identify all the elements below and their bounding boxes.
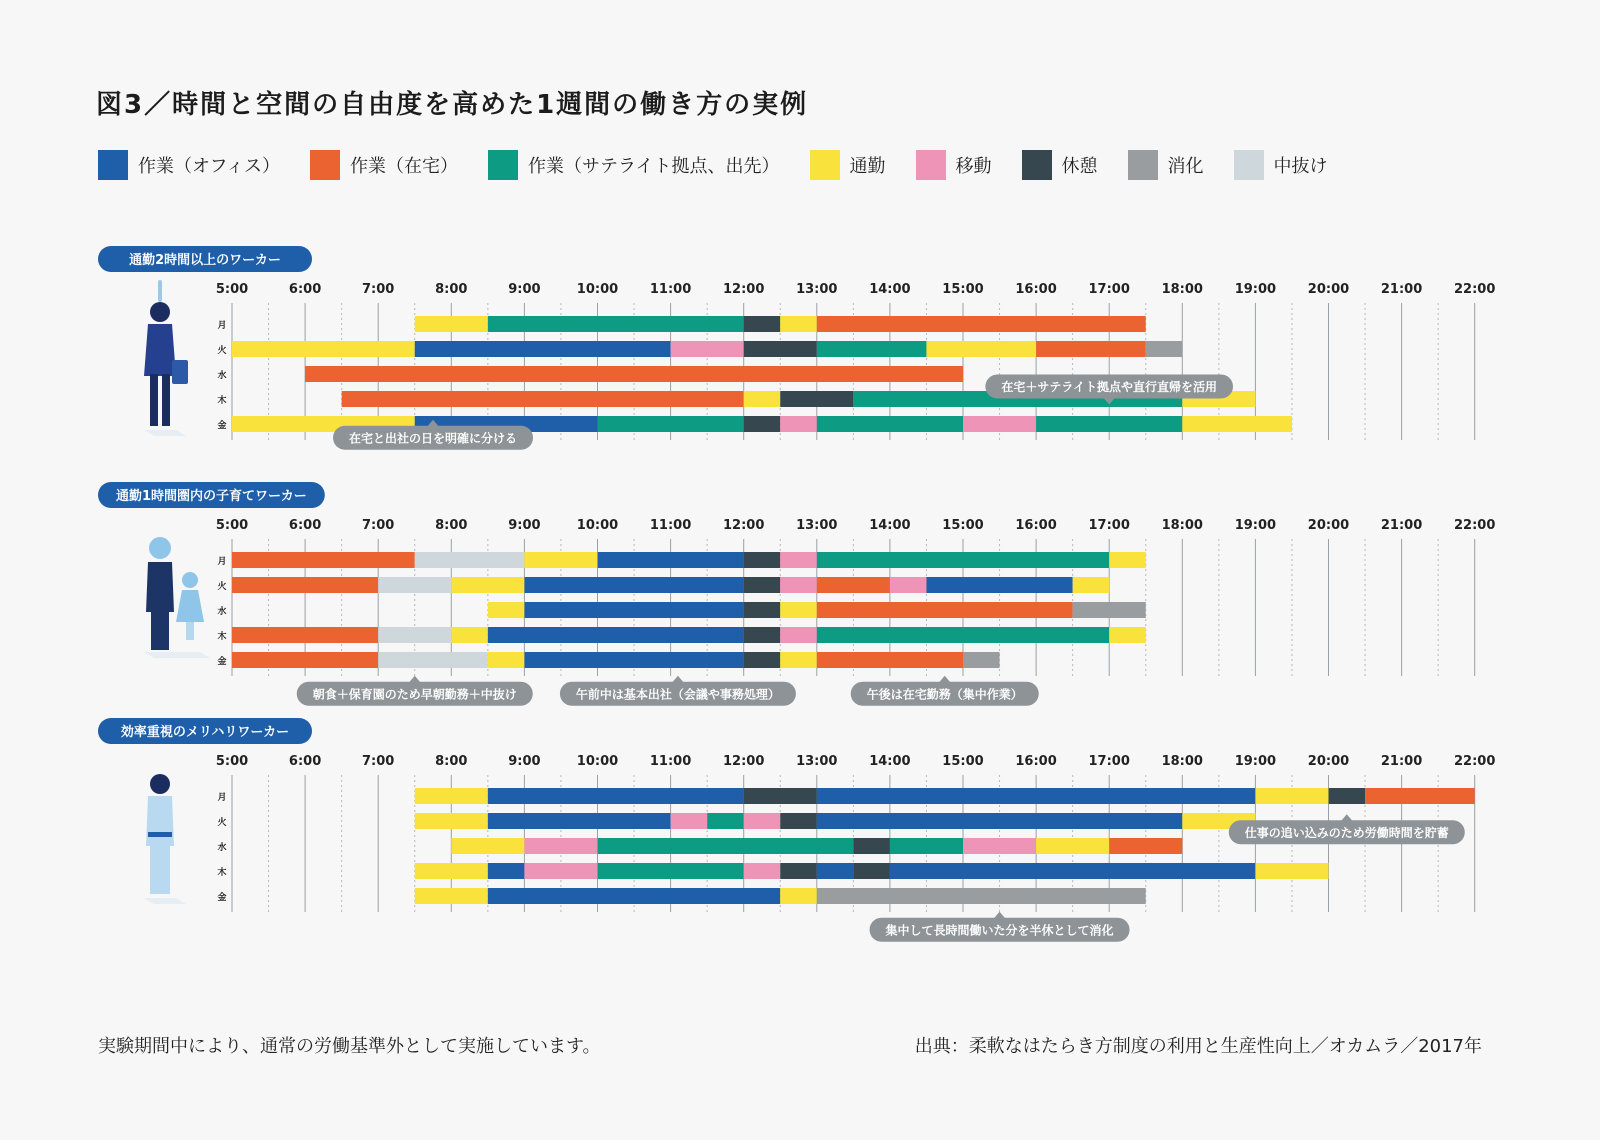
schedule-bar xyxy=(415,316,488,332)
schedule-bar xyxy=(524,863,597,879)
head xyxy=(150,302,170,322)
hour-tick-label: 12:00 xyxy=(723,282,765,297)
schedule-bar xyxy=(451,627,488,643)
schedule-bar xyxy=(780,863,817,879)
schedule-bar xyxy=(707,813,744,829)
schedule-bar xyxy=(780,577,817,593)
hour-tick-label: 15:00 xyxy=(942,754,984,769)
belt xyxy=(148,832,172,837)
hour-tick-label: 12:00 xyxy=(723,518,765,533)
schedule-bar xyxy=(1036,838,1109,854)
hour-tick-label: 16:00 xyxy=(1015,754,1057,769)
schedule-bar xyxy=(232,652,378,668)
annotation-pointer xyxy=(994,912,1006,919)
schedule-bar xyxy=(1073,602,1146,618)
day-label: 水 xyxy=(217,607,227,617)
schedule-bar xyxy=(744,813,781,829)
schedule-bar xyxy=(744,627,781,643)
schedule-bar xyxy=(342,391,744,407)
strap xyxy=(158,280,162,302)
schedule-bar xyxy=(378,577,451,593)
schedule-bar xyxy=(780,391,853,407)
schedule-bar xyxy=(415,863,488,879)
hour-tick-label: 8:00 xyxy=(435,518,468,533)
schedule-bar xyxy=(853,863,890,879)
timeline-panel-1 xyxy=(98,246,1495,450)
schedule-bar xyxy=(524,577,743,593)
schedule-bar xyxy=(780,813,817,829)
annotation-text: 仕事の追い込みのため労働時間を貯蓄 xyxy=(1244,825,1449,840)
schedule-bar xyxy=(817,888,1146,904)
hour-tick-label: 6:00 xyxy=(288,282,322,297)
schedule-bar xyxy=(744,341,817,357)
schedule-bar xyxy=(1073,577,1110,593)
source-note: 出典：柔軟なはたらき方制度の利用と生産性向上／オカムラ／2017年 xyxy=(914,1036,1482,1057)
schedule-bar xyxy=(232,552,415,568)
hour-tick-label: 18:00 xyxy=(1161,518,1203,533)
hour-tick-label: 14:00 xyxy=(869,518,911,533)
hour-tick-label: 14:00 xyxy=(869,754,911,769)
annotation-text: 午前中は基本出社（会議や事務処理） xyxy=(575,687,780,702)
schedule-bar xyxy=(780,416,817,432)
panel-title: 通勤2時間以上のワーカー xyxy=(129,253,281,268)
day-label: 水 xyxy=(217,371,227,381)
day-label: 火 xyxy=(217,818,227,828)
legs xyxy=(151,610,169,650)
hour-tick-label: 16:00 xyxy=(1015,518,1057,533)
schedule-bar xyxy=(817,652,963,668)
schedule-bar xyxy=(817,316,1146,332)
schedule-bar xyxy=(378,652,488,668)
legend-label: 作業（在宅） xyxy=(350,156,459,177)
schedule-bar xyxy=(744,863,781,879)
schedule-bar xyxy=(963,838,1036,854)
figure-shadow xyxy=(144,430,186,436)
schedule-bar xyxy=(1182,416,1292,432)
schedule-bar xyxy=(890,863,1256,879)
schedule-bar xyxy=(598,863,744,879)
legend-label: 消化 xyxy=(1167,156,1204,177)
hour-tick-label: 8:00 xyxy=(435,282,468,297)
timeline-panel-3 xyxy=(98,718,1495,942)
schedule-bar xyxy=(232,577,378,593)
body xyxy=(146,562,174,612)
schedule-bar xyxy=(305,366,963,382)
schedule-bar xyxy=(378,627,451,643)
schedule-bar xyxy=(524,838,597,854)
schedule-bar xyxy=(744,391,781,407)
day-label: 水 xyxy=(217,843,227,853)
schedule-bar xyxy=(853,838,890,854)
hour-tick-label: 10:00 xyxy=(576,754,619,769)
schedule-bar xyxy=(817,788,1256,804)
schedule-bar xyxy=(671,813,708,829)
schedule-bar xyxy=(963,416,1036,432)
hour-tick-label: 18:00 xyxy=(1161,282,1203,297)
hour-tick-label: 10:00 xyxy=(576,518,619,533)
hour-tick-label: 17:00 xyxy=(1088,754,1130,769)
hour-tick-label: 15:00 xyxy=(942,282,984,297)
annotation-text: 集中して長時間働いた分を半休として消化 xyxy=(885,923,1114,938)
leg xyxy=(162,374,170,426)
schedule-bar xyxy=(1109,552,1146,568)
hour-tick-label: 11:00 xyxy=(649,754,692,769)
annotation-text: 朝食＋保育園のため早朝勤務＋中抜け xyxy=(312,687,517,702)
schedule-bar xyxy=(744,602,781,618)
figure-shadow xyxy=(144,652,210,658)
hour-tick-label: 20:00 xyxy=(1307,518,1350,533)
hour-tick-label: 5:00 xyxy=(215,754,249,769)
schedule-bar xyxy=(488,863,525,879)
hour-tick-label: 7:00 xyxy=(362,282,395,297)
legend-label: 中抜け xyxy=(1273,156,1328,177)
footnote: 実験期間中により、通常の労働基準外として実施しています。 xyxy=(98,1036,601,1057)
schedule-bar xyxy=(598,552,744,568)
annotation-pointer xyxy=(1341,814,1353,821)
schedule-bar xyxy=(1329,788,1366,804)
hour-tick-label: 17:00 xyxy=(1088,282,1130,297)
schedule-bar xyxy=(780,652,817,668)
schedule-bar xyxy=(817,627,1109,643)
hour-tick-label: 5:00 xyxy=(215,282,249,297)
hour-tick-label: 19:00 xyxy=(1234,282,1277,297)
schedule-bar xyxy=(890,577,927,593)
schedule-bar xyxy=(744,316,781,332)
hour-tick-label: 20:00 xyxy=(1307,282,1350,297)
schedule-bar xyxy=(524,602,743,618)
hour-tick-label: 22:00 xyxy=(1454,282,1496,297)
annotation-pointer xyxy=(939,676,951,683)
day-label: 金 xyxy=(217,421,227,431)
hour-tick-label: 8:00 xyxy=(435,754,468,769)
hour-tick-label: 10:00 xyxy=(576,282,619,297)
schedule-bar xyxy=(598,838,854,854)
schedule-bar xyxy=(926,577,1072,593)
schedule-bar xyxy=(1036,416,1182,432)
child-head xyxy=(182,572,198,588)
schedule-bar xyxy=(598,416,744,432)
schedule-bar xyxy=(817,863,854,879)
annotation-pointer xyxy=(409,676,421,683)
legend-label: 移動 xyxy=(955,156,992,177)
hour-tick-label: 13:00 xyxy=(796,518,838,533)
legend-label: 通勤 xyxy=(849,156,886,177)
hour-tick-label: 21:00 xyxy=(1380,754,1423,769)
hour-tick-label: 11:00 xyxy=(649,518,692,533)
schedule-bar xyxy=(488,316,744,332)
schedule-bar xyxy=(488,602,525,618)
schedule-bar xyxy=(744,552,781,568)
hour-tick-label: 6:00 xyxy=(288,518,322,533)
panel-title: 効率重視のメリハリワーカー xyxy=(120,725,290,740)
schedule-bar xyxy=(780,316,817,332)
schedule-bar xyxy=(451,577,524,593)
schedule-bar xyxy=(1036,341,1146,357)
head xyxy=(149,537,171,559)
day-label: 火 xyxy=(217,582,227,592)
day-label: 木 xyxy=(217,396,227,406)
hour-tick-label: 17:00 xyxy=(1088,518,1130,533)
hour-tick-label: 7:00 xyxy=(362,518,395,533)
day-label: 月 xyxy=(217,793,227,803)
schedule-bar xyxy=(1109,838,1182,854)
schedule-bar xyxy=(671,341,744,357)
schedule-bar xyxy=(524,552,597,568)
hour-tick-label: 12:00 xyxy=(723,754,765,769)
schedule-bar xyxy=(780,627,817,643)
day-label: 火 xyxy=(217,346,227,356)
hour-tick-label: 19:00 xyxy=(1234,518,1277,533)
hour-tick-label: 21:00 xyxy=(1380,518,1423,533)
schedule-bar xyxy=(744,788,817,804)
hour-tick-label: 14:00 xyxy=(869,282,911,297)
schedule-bar xyxy=(488,888,780,904)
schedule-bar xyxy=(780,602,817,618)
legs xyxy=(150,846,170,894)
hour-tick-label: 13:00 xyxy=(796,282,838,297)
schedule-bar xyxy=(488,813,671,829)
bag xyxy=(172,360,188,384)
legend-label: 休憩 xyxy=(1061,156,1098,177)
panel-title: 通勤1時間圏内の子育てワーカー xyxy=(116,489,307,504)
hour-tick-label: 9:00 xyxy=(508,518,541,533)
schedule-bar xyxy=(524,652,743,668)
head xyxy=(150,774,170,794)
hour-tick-label: 22:00 xyxy=(1454,754,1496,769)
schedule-bar xyxy=(780,552,817,568)
schedule-bar xyxy=(415,552,525,568)
schedule-bar xyxy=(817,341,927,357)
day-label: 木 xyxy=(217,868,227,878)
schedule-bar xyxy=(1255,863,1328,879)
child-legs xyxy=(186,622,194,640)
timeline-panel-2 xyxy=(98,482,1495,706)
schedule-bar xyxy=(744,577,781,593)
schedule-bar xyxy=(415,341,671,357)
hour-tick-label: 7:00 xyxy=(362,754,395,769)
day-label: 木 xyxy=(217,632,227,642)
schedule-bar xyxy=(744,416,781,432)
schedule-bar xyxy=(451,838,524,854)
schedule-bar xyxy=(817,416,963,432)
schedule-bar xyxy=(817,552,1109,568)
schedule-bar xyxy=(232,627,378,643)
hour-tick-label: 18:00 xyxy=(1161,754,1203,769)
schedule-bar xyxy=(415,788,488,804)
schedule-bar xyxy=(488,788,744,804)
day-label: 金 xyxy=(217,893,227,903)
schedule-bar xyxy=(1146,341,1183,357)
day-label: 月 xyxy=(217,321,227,331)
leg xyxy=(150,374,158,426)
schedule-bar xyxy=(926,341,1036,357)
schedule-bar xyxy=(817,577,890,593)
annotation-pointer xyxy=(672,676,684,683)
schedule-bar xyxy=(890,838,963,854)
schedule-bar xyxy=(1365,788,1475,804)
schedule-bar xyxy=(488,652,525,668)
schedule-bar xyxy=(744,652,781,668)
hour-tick-label: 11:00 xyxy=(649,282,692,297)
annotation-text: 在宅と出社の日を明確に分ける xyxy=(349,431,518,446)
schedule-bar xyxy=(1255,788,1328,804)
legend-label: 作業（サテライト拠点、出先） xyxy=(528,156,780,177)
day-label: 金 xyxy=(217,657,227,667)
schedule-bar xyxy=(817,813,1183,829)
hour-tick-label: 16:00 xyxy=(1015,282,1057,297)
legend-label: 作業（オフィス） xyxy=(138,156,281,177)
annotation-text: 午後は在宅勤務（集中作業） xyxy=(866,687,1023,702)
hour-tick-label: 15:00 xyxy=(942,518,984,533)
schedule-bar xyxy=(415,813,488,829)
hour-tick-label: 9:00 xyxy=(508,282,541,297)
schedule-bar xyxy=(488,627,744,643)
hour-tick-label: 19:00 xyxy=(1234,754,1277,769)
schedule-bar xyxy=(232,341,415,357)
hour-tick-label: 20:00 xyxy=(1307,754,1350,769)
schedule-bar xyxy=(817,602,1073,618)
hour-tick-label: 6:00 xyxy=(288,754,322,769)
schedule-bar xyxy=(415,888,488,904)
body xyxy=(146,796,174,846)
hour-tick-label: 5:00 xyxy=(215,518,249,533)
day-label: 月 xyxy=(217,557,227,567)
hour-tick-label: 13:00 xyxy=(796,754,838,769)
hour-tick-label: 21:00 xyxy=(1380,282,1423,297)
figure-title: 図3／時間と空間の自由度を高めた1週間の働き方の実例 xyxy=(96,90,809,120)
hour-tick-label: 9:00 xyxy=(508,754,541,769)
annotation-text: 在宅＋サテライト拠点や直行直帰を活用 xyxy=(1001,380,1218,394)
figure-shadow xyxy=(144,898,186,904)
child-body xyxy=(176,590,204,622)
body xyxy=(144,324,176,376)
schedule-bar xyxy=(963,652,1000,668)
schedule-bar xyxy=(780,888,817,904)
hour-tick-label: 22:00 xyxy=(1454,518,1496,533)
schedule-bar xyxy=(1109,627,1146,643)
